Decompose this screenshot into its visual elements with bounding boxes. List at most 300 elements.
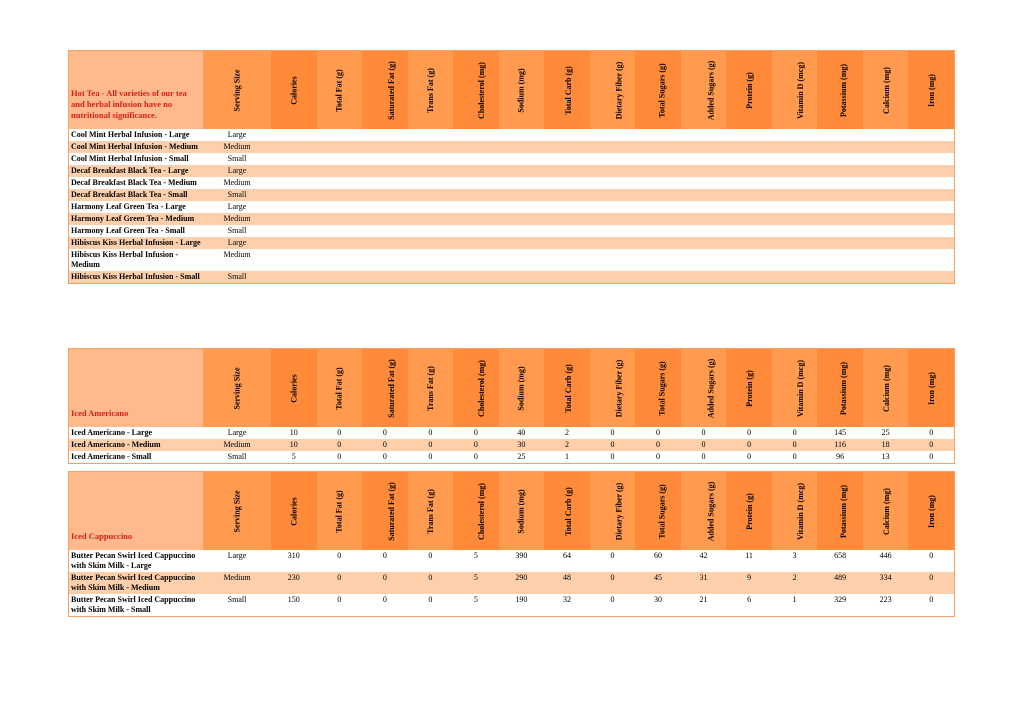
nutrient-value: 0 [726,451,772,463]
column-header-label: Serving Size [232,367,242,409]
column-header-label: Vitamin D (mcg) [795,482,805,540]
column-header-label: Protein (g) [744,492,754,530]
nutrient-value [908,201,954,213]
nutrient-value [681,249,727,271]
nutrient-value [908,189,954,201]
column-header [772,472,818,550]
nutrient-value [408,129,454,141]
column-header [726,349,772,427]
item-name: Decaf Breakfast Black Tea - Large [69,165,203,177]
nutrient-value [499,225,545,237]
nutrient-value [499,213,545,225]
column-header [863,349,909,427]
nutrient-value [590,201,636,213]
nutrient-value [726,177,772,189]
nutrient-value [726,271,772,283]
serving-size: Large [203,165,271,177]
column-header-label: Calcium (mg) [881,487,891,535]
nutrient-value [726,237,772,249]
nutrient-value: 0 [362,451,408,463]
nutrient-value: 0 [908,427,954,439]
nutrient-value [863,141,909,153]
nutrient-value [544,141,590,153]
table-row [69,427,954,439]
nutrient-value [271,177,317,189]
nutrient-value: 190 [499,594,545,616]
column-header-label: Cholesterol (mg) [477,359,487,417]
column-header-label: Calcium (mg) [881,364,891,412]
column-header [499,472,545,550]
nutrient-value [499,271,545,283]
column-header [908,51,954,129]
nutrient-value: 0 [408,594,454,616]
column-header-label: Iron (mg) [926,494,936,528]
nutrient-value [271,237,317,249]
nutrient-value [590,249,636,271]
nutrient-value [453,225,499,237]
nutrient-value [271,129,317,141]
nutrient-value [863,129,909,141]
nutrient-value [499,189,545,201]
table-row [69,153,954,165]
nutrient-value [908,237,954,249]
column-header-label: Iron (mg) [926,73,936,107]
nutrient-value: 0 [772,427,818,439]
column-header [362,51,408,129]
table-row [69,189,954,201]
nutrient-value [863,249,909,271]
nutrient-value [908,177,954,189]
column-header [635,51,681,129]
column-header [544,51,590,129]
nutrient-value: 0 [726,439,772,451]
nutrient-value [408,249,454,271]
column-header [726,472,772,550]
nutrient-value [271,201,317,213]
column-header-label: Total Carb (g) [563,486,573,536]
nutrient-value: 40 [499,427,545,439]
column-header-label: Calories [289,75,299,105]
nutrient-value: 658 [817,550,863,572]
table-row [69,550,954,572]
nutrient-value [817,249,863,271]
nutrient-value [408,189,454,201]
nutrient-value [544,213,590,225]
nutrient-value [317,237,363,249]
section-title: Hot Tea - All varieties of our tea and herbal infusion have no nutritional significance. [69,51,203,129]
nutrient-value [863,177,909,189]
nutrient-value [499,177,545,189]
nutrient-value [499,201,545,213]
nutrient-value [681,141,727,153]
nutrient-value [817,165,863,177]
nutrient-value [681,177,727,189]
column-header [635,349,681,427]
nutrient-value [544,271,590,283]
nutrient-value: 0 [408,572,454,594]
column-header-label: Dietary Fiber (g) [614,482,624,540]
nutrient-value [271,189,317,201]
item-name: Hibiscus Kiss Herbal Infusion - Large [69,237,203,249]
nutrient-value [362,225,408,237]
nutrient-value [817,201,863,213]
column-header [203,51,271,129]
column-header-label: Calcium (mg) [881,66,891,114]
column-header [590,51,636,129]
nutrient-value [499,249,545,271]
serving-size: Medium [203,572,271,594]
nutrient-value [635,153,681,165]
nutrient-value [908,271,954,283]
nutrient-value [590,225,636,237]
nutrient-value [772,225,818,237]
nutrient-value: 0 [317,550,363,572]
table-row [69,201,954,213]
serving-size: Large [203,201,271,213]
column-header [453,349,499,427]
item-name: Butter Pecan Swirl Iced Cappuccino with Skim Milk - Medium [69,572,203,594]
column-header [681,349,727,427]
nutrient-value [681,165,727,177]
nutrient-value: 45 [635,572,681,594]
nutrient-value [908,213,954,225]
column-header-label: Serving Size [232,69,242,111]
serving-size: Medium [203,249,271,271]
nutrient-value [362,249,408,271]
nutrient-value [362,129,408,141]
nutrient-value: 0 [453,451,499,463]
column-header-label: Total Fat (g) [334,489,344,533]
table-row [69,249,954,271]
header-row [69,472,954,550]
column-header-label: Total Fat (g) [334,68,344,112]
nutrient-value [817,271,863,283]
column-header [408,472,454,550]
column-header [863,472,909,550]
column-header-label: Trans Fat (g) [425,365,435,411]
column-header [453,51,499,129]
column-header-label: Total Fat (g) [334,366,344,410]
nutrient-value: 2 [772,572,818,594]
nutrient-value [681,129,727,141]
column-header-label: Added Sugars (g) [706,60,716,120]
column-header-label: Added Sugars (g) [706,358,716,418]
nutrient-value [772,237,818,249]
nutrient-value [681,271,727,283]
column-header-label: Trans Fat (g) [425,67,435,113]
nutrient-value [453,237,499,249]
table-row [69,237,954,249]
nutrient-value [317,201,363,213]
item-name: Decaf Breakfast Black Tea - Small [69,189,203,201]
nutrient-value [362,237,408,249]
nutrient-value: 150 [271,594,317,616]
table-row [69,213,954,225]
nutrient-value: 0 [362,427,408,439]
column-header-label: Trans Fat (g) [425,488,435,534]
item-name: Iced Americano - Large [69,427,203,439]
nutrient-value [908,141,954,153]
nutrient-value [453,201,499,213]
column-header [863,51,909,129]
column-header-label: Calories [289,373,299,403]
nutrient-value [408,177,454,189]
nutrient-value [635,177,681,189]
column-header-label: Potassium (mg) [839,63,849,117]
column-header [362,349,408,427]
table-row [69,129,954,141]
column-header [271,51,317,129]
nutrient-value: 32 [544,594,590,616]
item-name: Harmony Leaf Green Tea - Medium [69,213,203,225]
nutrient-value [317,189,363,201]
column-header [817,349,863,427]
nutrient-value [817,237,863,249]
nutrient-value [544,237,590,249]
table-row [69,594,954,616]
column-header-label: Total Sugars (g) [657,483,667,539]
nutrient-value [863,201,909,213]
nutrient-value [681,225,727,237]
item-name: Harmony Leaf Green Tea - Large [69,201,203,213]
nutrient-value [772,189,818,201]
column-header [772,349,818,427]
nutrient-value [817,141,863,153]
nutrient-value: 18 [863,439,909,451]
column-header-label: Vitamin D (mcg) [795,61,805,119]
nutrient-value [499,153,545,165]
column-header [271,472,317,550]
nutrient-value [499,237,545,249]
nutrient-value [453,271,499,283]
nutrient-value [453,165,499,177]
nutrient-value: 1 [772,594,818,616]
nutrient-value [544,129,590,141]
item-name: Decaf Breakfast Black Tea - Medium [69,177,203,189]
nutrient-value: 2 [544,439,590,451]
nutrient-value [408,213,454,225]
column-header-label: Added Sugars (g) [706,481,716,541]
nutrient-value [408,271,454,283]
nutrient-value: 9 [726,572,772,594]
nutrient-value: 0 [590,439,636,451]
nutrient-value: 334 [863,572,909,594]
table-row [69,141,954,153]
nutrient-value [317,225,363,237]
nutrient-value: 0 [908,439,954,451]
nutrient-value [590,271,636,283]
hot-tea-section [68,50,955,284]
nutrient-value [772,201,818,213]
nutrient-value: 0 [453,427,499,439]
nutrient-value: 290 [499,572,545,594]
nutrient-value: 60 [635,550,681,572]
serving-size: Medium [203,439,271,451]
nutrient-value: 0 [590,427,636,439]
nutrient-value: 0 [362,572,408,594]
table-row [69,451,954,463]
nutrient-value [317,177,363,189]
column-header-label: Sodium (mg) [516,365,526,411]
nutrient-value: 0 [681,451,727,463]
nutrient-value: 5 [453,550,499,572]
nutrient-value [863,225,909,237]
nutrient-value [908,129,954,141]
table-row [69,439,954,451]
section-title: Iced Cappuccino [69,472,203,550]
nutrient-value: 489 [817,572,863,594]
column-header-label: Dietary Fiber (g) [614,359,624,417]
nutrient-value [362,189,408,201]
nutrient-value: 96 [817,451,863,463]
nutrient-value: 0 [772,451,818,463]
nutrient-value: 42 [681,550,727,572]
nutrient-value [681,237,727,249]
serving-size: Medium [203,213,271,225]
column-header-label: Total Sugars (g) [657,62,667,118]
nutrient-value [544,189,590,201]
nutrient-value: 0 [590,550,636,572]
nutrient-value: 21 [681,594,727,616]
nutrient-value [863,165,909,177]
nutrient-value: 0 [408,451,454,463]
nutrient-value: 0 [772,439,818,451]
column-header-label: Dietary Fiber (g) [614,61,624,119]
nutrient-value [408,201,454,213]
column-header [317,51,363,129]
nutrient-value [453,141,499,153]
nutrient-value [772,249,818,271]
nutrient-value [271,165,317,177]
nutrient-value [726,141,772,153]
nutrient-value [271,271,317,283]
nutrient-value: 329 [817,594,863,616]
header-row [69,51,954,129]
serving-size: Medium [203,177,271,189]
nutrient-value: 145 [817,427,863,439]
nutrient-value: 310 [271,550,317,572]
column-header [590,349,636,427]
nutrition-table [69,349,954,463]
nutrient-value [863,153,909,165]
nutrient-value [635,271,681,283]
nutrient-value: 446 [863,550,909,572]
nutrient-value: 0 [408,550,454,572]
table-row [69,177,954,189]
nutrient-value [408,165,454,177]
nutrient-value [635,189,681,201]
column-header [408,349,454,427]
table-row [69,271,954,283]
nutrient-value [453,177,499,189]
nutrient-value: 25 [863,427,909,439]
serving-size: Small [203,225,271,237]
nutrient-value [681,201,727,213]
nutrient-value: 0 [681,427,727,439]
nutrient-value: 11 [726,550,772,572]
column-header-label: Saturated Fat (g) [386,481,396,541]
nutrient-value: 0 [590,572,636,594]
nutrient-value [544,177,590,189]
nutrient-value: 3 [772,550,818,572]
column-header [544,472,590,550]
nutrient-value: 0 [362,594,408,616]
nutrient-value [362,271,408,283]
column-header [317,472,363,550]
nutrient-value: 0 [908,451,954,463]
item-name: Iced Americano - Medium [69,439,203,451]
nutrient-value [317,153,363,165]
nutrient-value [362,201,408,213]
column-header-label: Total Carb (g) [563,65,573,115]
column-header-label: Protein (g) [744,369,754,407]
column-header-label: Saturated Fat (g) [386,60,396,120]
nutrient-value: 0 [317,439,363,451]
nutrient-value [271,141,317,153]
nutrient-value [681,153,727,165]
nutrient-value [362,177,408,189]
nutrient-value [635,237,681,249]
column-header-label: Sodium (mg) [516,488,526,534]
serving-size: Large [203,237,271,249]
column-header-label: Sodium (mg) [516,67,526,113]
nutrient-value [453,189,499,201]
nutrient-value [590,141,636,153]
nutrient-value: 1 [544,451,590,463]
column-header [681,472,727,550]
column-header-label: Protein (g) [744,71,754,109]
column-header [635,472,681,550]
column-header [590,472,636,550]
nutrient-value [817,225,863,237]
nutrient-value: 13 [863,451,909,463]
nutrient-value: 64 [544,550,590,572]
nutrient-value: 0 [317,427,363,439]
nutrient-value: 0 [635,451,681,463]
nutrient-value: 390 [499,550,545,572]
nutrient-value [317,249,363,271]
nutrient-value [635,141,681,153]
nutrient-value [408,153,454,165]
column-header [453,472,499,550]
nutrient-value [726,225,772,237]
nutrient-value: 0 [635,439,681,451]
nutrient-value [908,249,954,271]
nutrient-value [544,201,590,213]
column-header-label: Serving Size [232,490,242,532]
nutrient-value [317,141,363,153]
nutrient-value [590,129,636,141]
nutrient-value: 10 [271,427,317,439]
nutrition-table [69,51,954,283]
nutrient-value: 30 [635,594,681,616]
nutrient-value [453,129,499,141]
nutrient-value [362,153,408,165]
nutrient-value: 48 [544,572,590,594]
nutrient-value [317,213,363,225]
nutrient-value [590,189,636,201]
nutrient-value [317,165,363,177]
nutrient-value: 0 [408,439,454,451]
nutrient-value: 0 [317,451,363,463]
nutrient-value [908,225,954,237]
nutrient-value: 0 [408,427,454,439]
nutrient-value: 0 [590,451,636,463]
item-name: Cool Mint Herbal Infusion - Medium [69,141,203,153]
serving-size: Small [203,451,271,463]
nutrient-value [408,141,454,153]
column-header-label: Calories [289,496,299,526]
